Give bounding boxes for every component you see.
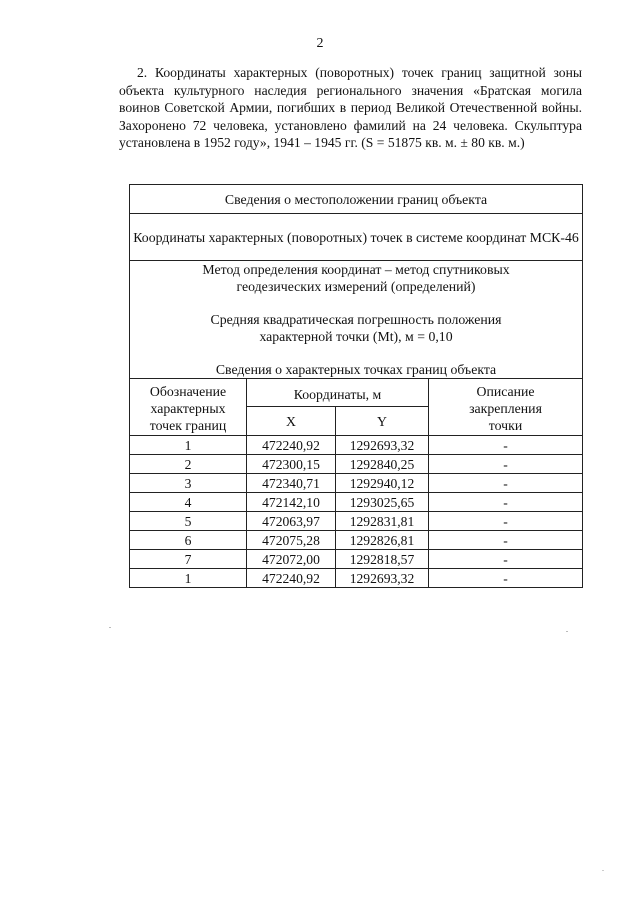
error-line-2: характерной точки (Mt), м = 0,10 xyxy=(259,329,453,344)
table-row xyxy=(130,550,583,569)
method-block xyxy=(130,261,583,379)
scan-speck xyxy=(602,870,604,871)
header-designation: Обозначение характерных точек границ xyxy=(130,379,247,436)
x-cell: 472075,28 xyxy=(247,531,336,550)
desc-cell: - xyxy=(429,455,583,474)
y-cell: 1292693,32 xyxy=(336,569,429,588)
y-cell: 1292826,81 xyxy=(336,531,429,550)
x-cell: 472300,15 xyxy=(247,455,336,474)
header-x: X xyxy=(247,407,336,436)
coordinate-system: Координаты характерных (поворотных) точек в системе координат МСК-46 xyxy=(130,214,583,261)
point-cell: 2 xyxy=(130,455,247,474)
table-row xyxy=(130,436,583,455)
desc-cell: - xyxy=(429,569,583,588)
table-row xyxy=(130,569,583,588)
boundary-table-wrapper xyxy=(129,184,582,588)
intro-paragraph xyxy=(119,64,582,152)
y-cell: 1292840,25 xyxy=(336,455,429,474)
header-coordinates: Координаты, м xyxy=(247,379,429,407)
points-info-title: Сведения о характерных точках границ объекта xyxy=(215,362,497,377)
section-title: Сведения о местоположении границ объекта xyxy=(130,185,583,214)
scan-speck xyxy=(109,627,111,628)
point-cell: 3 xyxy=(130,474,247,493)
desc-cell: - xyxy=(429,531,583,550)
point-cell: 1 xyxy=(130,436,247,455)
desc-cell: - xyxy=(429,493,583,512)
desc-cell: - xyxy=(429,550,583,569)
table-row xyxy=(130,512,583,531)
scan-speck xyxy=(566,631,568,632)
point-cell: 1 xyxy=(130,569,247,588)
table-row xyxy=(130,531,583,550)
desc-cell: - xyxy=(429,474,583,493)
x-cell: 472142,10 xyxy=(247,493,336,512)
y-cell: 1292693,32 xyxy=(336,436,429,455)
desc-cell: - xyxy=(429,512,583,531)
x-cell: 472240,92 xyxy=(247,569,336,588)
intro-text: 2. Координаты характерных (поворотных) точек границ защитной зоны объекта культурного наследия регионального значения «Братская могила воинов Советской Армии, погибших в период Великой Отечественной войны. Захоронено 72 человека, установлено фамилий на 24 человека. Скульптура установлена в 1952 году», 1941 – 1945 гг. (S = 51875 кв. м. ± 80 кв. м.) xyxy=(119,65,582,151)
page-number: 2 xyxy=(316,36,324,51)
table-row xyxy=(130,493,583,512)
y-cell: 1292940,12 xyxy=(336,474,429,493)
point-cell: 5 xyxy=(130,512,247,531)
header-y: Y xyxy=(336,407,429,436)
table-row xyxy=(130,474,583,493)
x-cell: 472240,92 xyxy=(247,436,336,455)
x-cell: 472340,71 xyxy=(247,474,336,493)
point-cell: 7 xyxy=(130,550,247,569)
method-line-2: геодезических измерений (определений) xyxy=(236,279,476,294)
x-cell: 472063,97 xyxy=(247,512,336,531)
method-line-1: Метод определения координат – метод спутниковых xyxy=(202,262,510,277)
x-cell: 472072,00 xyxy=(247,550,336,569)
point-cell: 6 xyxy=(130,531,247,550)
header-description: Описание закрепления точки xyxy=(429,379,583,436)
boundary-coordinates-table xyxy=(129,184,583,588)
y-cell: 1292818,57 xyxy=(336,550,429,569)
y-cell: 1292831,81 xyxy=(336,512,429,531)
point-cell: 4 xyxy=(130,493,247,512)
y-cell: 1293025,65 xyxy=(336,493,429,512)
error-line-1: Средняя квадратическая погрешность положения xyxy=(210,312,502,327)
desc-cell: - xyxy=(429,436,583,455)
table-row xyxy=(130,455,583,474)
